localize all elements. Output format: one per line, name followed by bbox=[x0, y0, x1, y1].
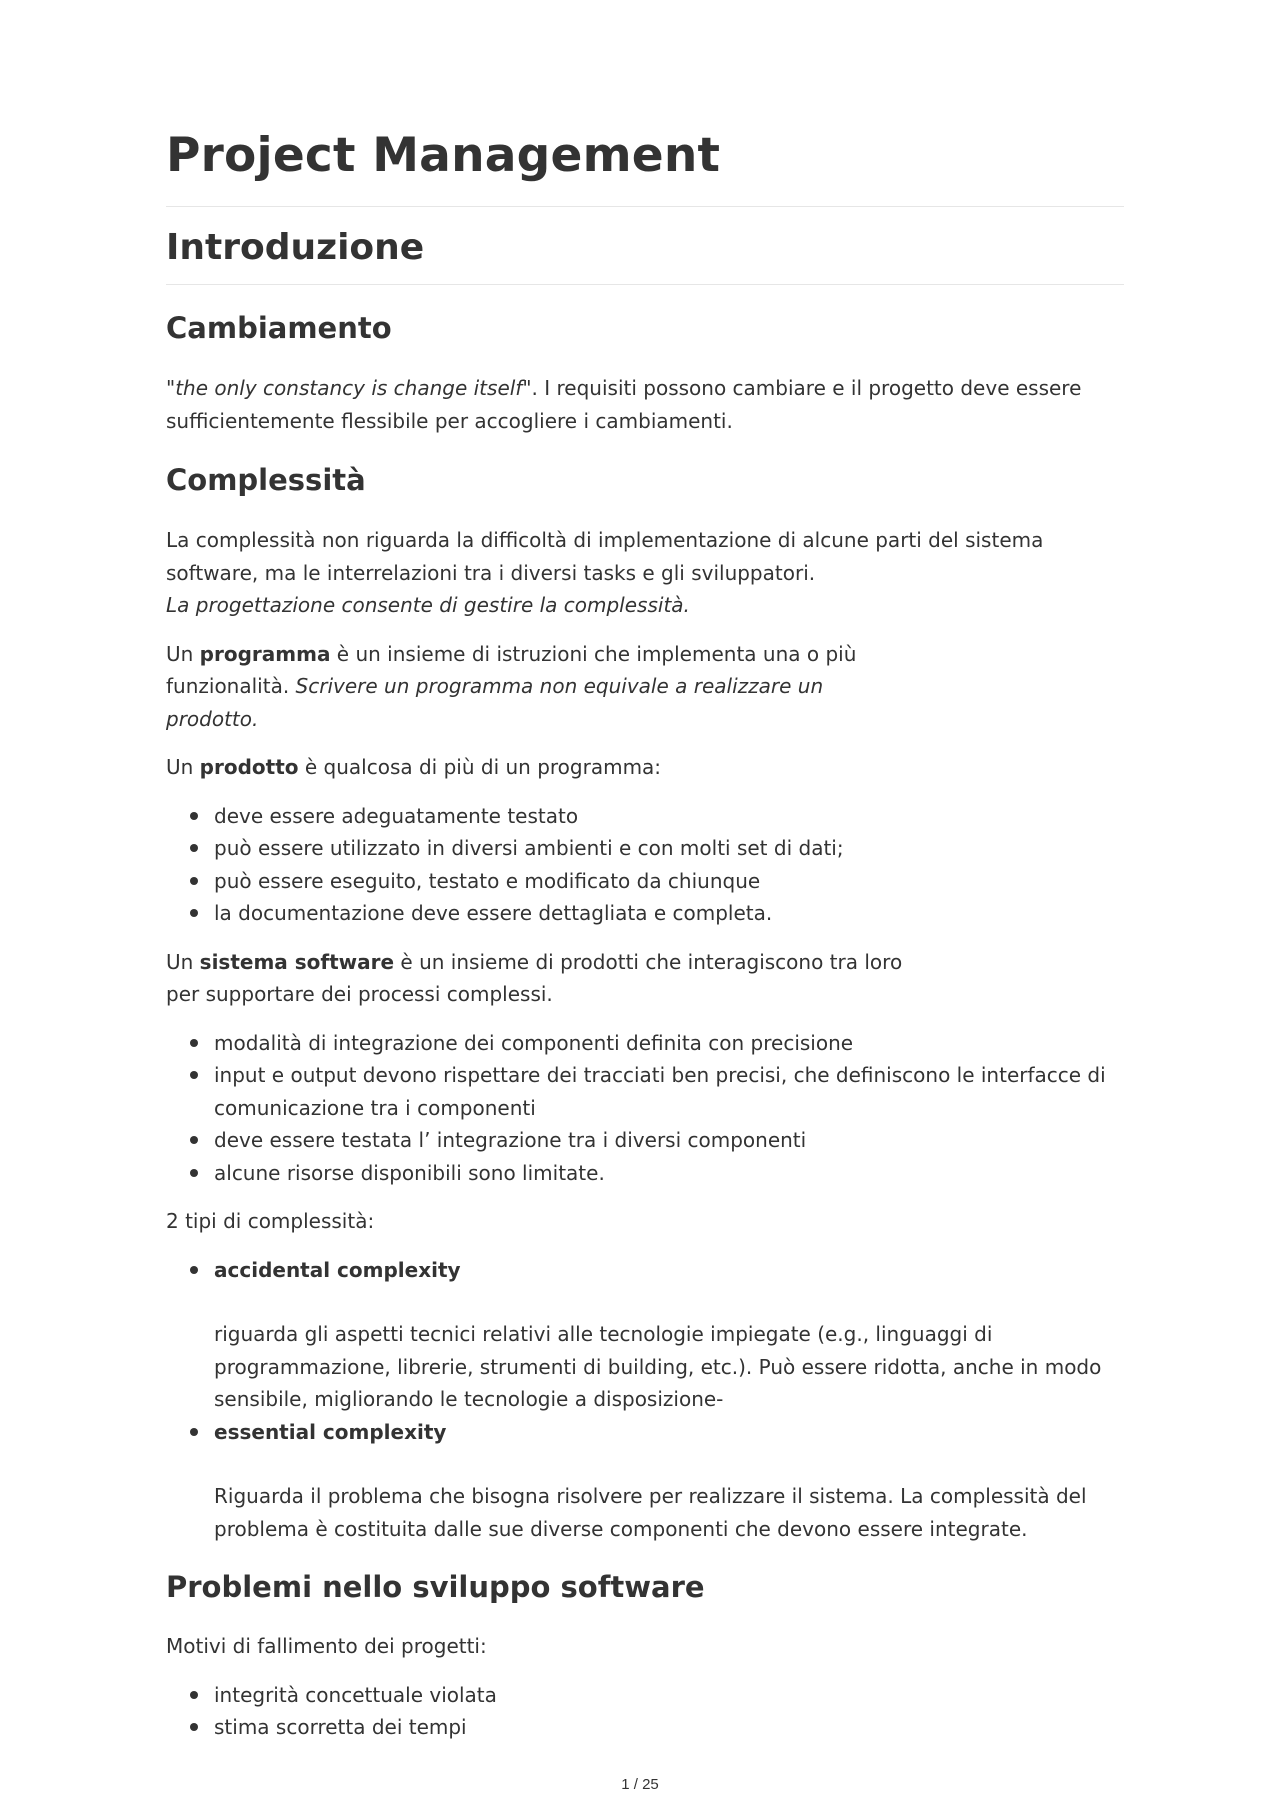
accidental-term: accidental complexity bbox=[214, 1257, 461, 1282]
list-item: alcune risorse disponibili sono limitate. bbox=[214, 1157, 1124, 1190]
complessita-body bbox=[166, 524, 1124, 1545]
essential-detail: Riguarda il problema che bisogna risolvere per realizzare il sistema. La complessità del problema è costituita dalle sue diverse componenti che devono essere integrate. bbox=[214, 1484, 1087, 1541]
cambiamento-text: . I requisiti possono cambiare e il progetto deve essere sufficientemente flessibile per accogliere i cambiamenti. bbox=[166, 376, 1082, 433]
section-heading-introduzione: Introduzione bbox=[166, 227, 425, 268]
prodotto-prefix: Un bbox=[166, 755, 200, 779]
list-item: può essere eseguito, testato e modificato da chiunque bbox=[214, 865, 1124, 898]
sistema-prefix: Un bbox=[166, 949, 200, 974]
subsection-heading-complessita: Complessità bbox=[166, 463, 366, 497]
programma-term: programma bbox=[199, 641, 331, 666]
list-item: modalità di integrazione dei componenti definita con precisione bbox=[214, 1027, 1124, 1060]
prodotto-term: prodotto bbox=[199, 755, 299, 779]
section-divider bbox=[166, 284, 1124, 285]
sistema-term: sistema software bbox=[199, 949, 395, 974]
list-item-accidental bbox=[214, 1254, 1124, 1416]
list-item: deve essere testata l’ integrazione tra i diversi componenti bbox=[214, 1124, 1124, 1157]
programma-paragraph bbox=[166, 638, 1124, 736]
problemi-list bbox=[166, 1679, 1124, 1744]
list-item: integrità concettuale violata bbox=[214, 1679, 1124, 1712]
cambiamento-body bbox=[166, 372, 1124, 437]
list-item: stima scorretta dei tempi bbox=[214, 1711, 1124, 1744]
sistema-text: è un insieme di prodotti che interagiscono tra loro bbox=[394, 949, 903, 974]
tipi-intro: 2 tipi di complessità: bbox=[166, 1209, 375, 1233]
complessita-text: La complessità non riguarda la difficoltà di implementazione di alcune parti del sistema software, ma le interrelazioni tra i diversi tasks e gli sviluppatori. bbox=[166, 528, 1044, 585]
essential-term: essential complexity bbox=[214, 1419, 447, 1444]
list-item: deve essere adeguatamente testato bbox=[214, 800, 1124, 833]
problemi-intro: Motivi di fallimento dei progetti: bbox=[166, 1634, 487, 1658]
programma-italic-2: prodotto. bbox=[166, 706, 259, 731]
cambiamento-paragraph bbox=[166, 372, 1124, 437]
problemi-body bbox=[166, 1630, 1124, 1744]
page-indicator: 1 / 25 bbox=[621, 1776, 659, 1793]
accidental-detail: riguarda gli aspetti tecnici relativi alle tecnologie impiegate (e.g., linguaggi di programmazione, librerie, strumenti di building, etc.). Può essere ridotta, anche in modo sensibile, migliorando le tecnologie a disposizione- bbox=[214, 1322, 1102, 1411]
programma-text-2: funzionalità. bbox=[166, 674, 296, 698]
sistema-list bbox=[166, 1027, 1124, 1190]
subsection-heading-cambiamento: Cambiamento bbox=[166, 311, 392, 345]
sistema-text-2: per supportare dei processi complessi. bbox=[166, 982, 553, 1006]
list-item: può essere utilizzato in diversi ambienti e con molti set di dati; bbox=[214, 832, 1124, 865]
complessita-paragraph bbox=[166, 524, 1124, 622]
list-item: la documentazione deve essere dettagliata e completa. bbox=[214, 897, 1124, 930]
prodotto-list bbox=[166, 800, 1124, 930]
programma-italic: Scrivere un programma non equivale a realizzare un bbox=[295, 674, 824, 698]
sistema-paragraph bbox=[166, 946, 1124, 1011]
prodotto-paragraph bbox=[166, 751, 1124, 784]
subsection-heading-problemi: Problemi nello sviluppo software bbox=[166, 1570, 705, 1604]
programma-prefix: Un bbox=[166, 641, 200, 666]
title-divider bbox=[166, 206, 1124, 207]
prodotto-text: è qualcosa di più di un programma: bbox=[298, 755, 662, 779]
list-item-essential bbox=[214, 1416, 1124, 1546]
programma-text: è un insieme di istruzioni che implementa una o più bbox=[330, 641, 857, 666]
tipi-list bbox=[166, 1254, 1124, 1546]
document-title: Project Management bbox=[166, 128, 721, 183]
complessita-italic: La progettazione consente di gestire la complessità. bbox=[166, 593, 690, 617]
quote-text: "the only constancy is change itself" bbox=[166, 376, 532, 400]
list-item: input e output devono rispettare dei tracciati ben precisi, che definiscono le interfacce di comunicazione tra i componenti bbox=[214, 1059, 1124, 1124]
